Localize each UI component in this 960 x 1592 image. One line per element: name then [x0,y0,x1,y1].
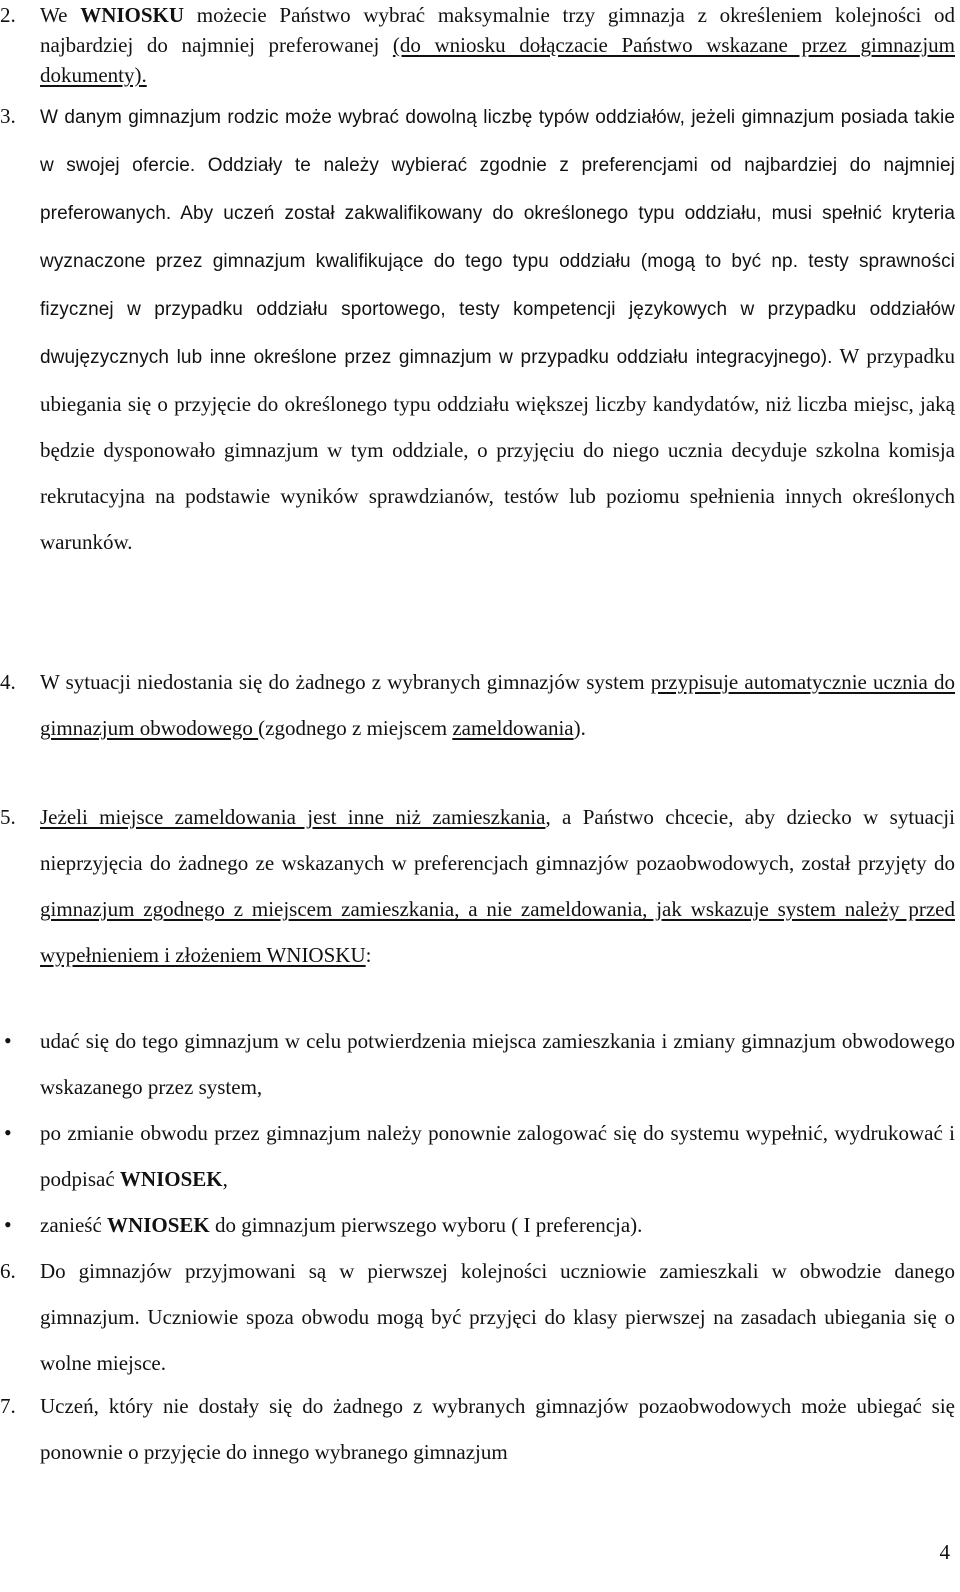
item-text: W danym gimnazjum rodzic może wybrać dowolną liczbę typów oddziałów, jeżeli gimnazjum posiada takie w swojej ofercie. Oddziały te należy wybierać zgodnie z preferencjami od najbardziej do najmniej preferowanych. Aby uczeń został zakwalifikowany do określonego typu oddziału, musi spełnić kryteria wyznaczone przez gimnazjum kwalifikujące do tego typu oddziału (mogą to być np. testy sprawności fizycznej w przypadku oddziału sportowego, testy kompetencji językowych w przypadku oddziałów dwujęzycznych lub inne określone przez gimnazjum w przypadku oddziału integracyjnego). W przypadku ubiegania się o przyjęcie do określonego typu oddziału większej liczby kandydatów, niż liczba miejsc, jaką będzie dysponowało gimnazjum w tym oddziale, o przyjęciu do niego ucznia decyduje szkolna komisja rekrutacyjna na podstawie wyników sprawdzianów, testów lub poziomu spełnienia innych określonych warunków. [40,107,955,554]
item-text: po zmianie obwodu przez gimnazjum należy ponownie zalogować się do systemu wypełnić, wydrukować i podpisać WNIOSEK, [40,1121,955,1191]
list-item-5 [0,794,958,978]
underlined-text: zameldowania [452,716,574,740]
item-text: Jeżeli miejsce zameldowania jest inne niż zamieszkania, a Państwo chcecie, aby dziecko w sytuacji nieprzyjęcia do żadnego ze wskazanych w preferencjach gimnazjów pozaobwodowych, został przyjęty do gimnazjum zgodnego z miejscem zamieszkania, a nie zameldowania, jak wskazuje system należy przed wypełnieniem i złożeniem WNIOSKU: [40,805,955,967]
item-text: We WNIOSKU możecie Państwo wybrać maksymalnie trzy gimnazja z określeniem kolejności od najbardziej do najmniej preferowanej (do wniosku dołączacie Państwo wskazane przez gimnazjum dokumenty). [40,3,956,87]
item-number: 2. [0,3,16,27]
list-item-7 [0,1383,958,1475]
emphasis-bold: WNIOSEK [119,1167,223,1191]
item-number: 5. [0,805,16,829]
underlined-text: gimnazjum zgodnego z miejscem zamieszkania, a nie zameldowania, jak wskazuje system należy przed wypełnieniem i złożeniem WNIOSKU [40,897,955,967]
bullet-item-2 [0,1110,958,1202]
list-item-4 [0,659,958,751]
item-number: 4. [0,670,16,694]
item-text: W sytuacji niedostania się do żadnego z wybranych gimnazjów system przypisuje automatycznie ucznia do gimnazjum obwodowego (zgodnego z miejscem zameldowania). [40,670,956,740]
emphasis-bold: WNIOSEK [107,1213,210,1237]
item-number: 3. [0,104,16,128]
bullet-item-1 [0,1018,958,1110]
item-number: 7. [0,1394,16,1418]
item-text: Uczeń, który nie dostały się do żadnego z wybranych gimnazjów pozaobwodowych może ubiegać się ponownie o przyjęcie do innego wybranego gimnazjum [40,1394,955,1464]
bullet-icon: • [4,1212,12,1237]
bullet-icon: • [4,1028,12,1053]
list-item-6 [0,1248,958,1386]
bullet-icon: • [4,1120,12,1145]
item-number: 6. [0,1259,16,1283]
underlined-text: przypisuje automatycznie ucznia do gimnazjum obwodowego [40,670,956,740]
item-text: Do gimnazjów przyjmowani są w pierwszej kolejności uczniowie zamieszkali w obwodzie danego gimnazjum. Uczniowie spoza obwodu mogą być przyjęci do klasy pierwszej na zasadach ubiegania się o wolne miejsce. [40,1259,955,1375]
bullet-item-3 [0,1202,958,1248]
emphasis-bold: WNIOSKU [80,3,185,27]
list-item-3 [0,93,958,565]
list-item-2 [0,0,958,90]
underlined-text: (do wniosku dołączacie Państwo wskazane przez gimnazjum dokumenty). [40,33,955,87]
item-text: udać się do tego gimnazjum w celu potwierdzenia miejsca zamieszkania i zmiany gimnazjum obwodowego wskazanego przez system, [40,1029,955,1099]
page-number: 4 [939,1540,950,1564]
item-text: zanieść WNIOSEK do gimnazjum pierwszego wyboru ( I preferencja). [40,1213,643,1237]
underlined-text: Jeżeli miejsce zameldowania jest inne niż zamieszkania [40,805,546,829]
